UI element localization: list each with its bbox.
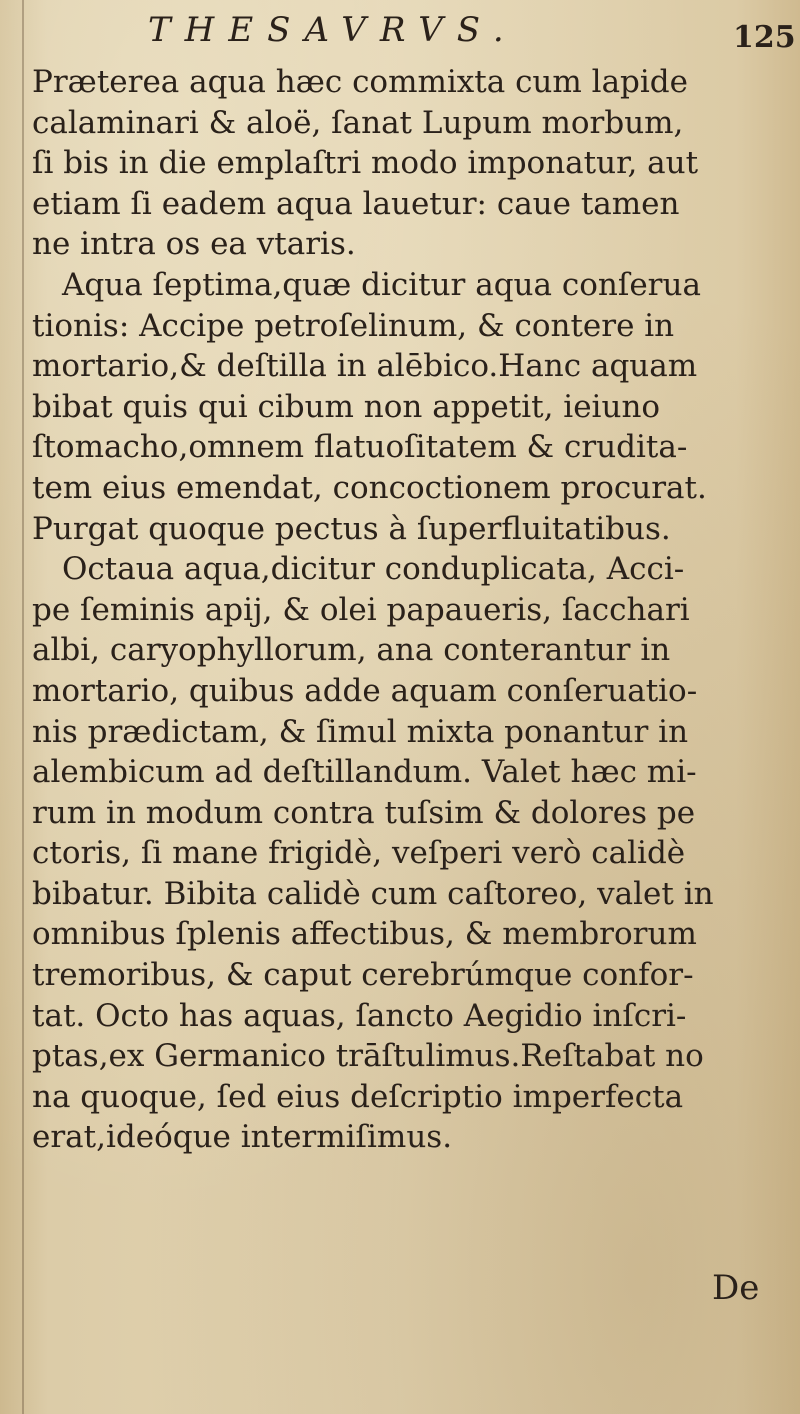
- text-line: rum in modum contra tuſsim & dolores pe: [32, 794, 696, 831]
- text-line: calaminari & aloë, ſanat Lupum morbum,: [32, 104, 684, 141]
- text-line: ptas,ex Germanico trāſtulimus.Reſtabat no: [32, 1038, 704, 1075]
- text-line: nis prædictam, & ſimul mixta ponantur in: [32, 713, 689, 750]
- paragraph-start-line: Aqua ſeptima,quæ dicitur aqua conſerua: [62, 266, 701, 303]
- text-line: ſtomacho,omnem flatuoſitatem & crudita-: [32, 429, 688, 466]
- text-line: mortario,& deſtilla in alēbico.Hanc aquam: [32, 348, 698, 385]
- text-line: erat,ideóque intermiſimus.: [32, 1119, 453, 1156]
- catchword: De: [712, 1268, 760, 1308]
- text-line: tremoribus, & caput cerebrúmque confor-: [32, 957, 694, 994]
- gutter-shadow: [22, 0, 24, 1414]
- body-text: [32, 62, 780, 1158]
- text-line: Purgat quoque pectus à ſuperfluitatibus.: [32, 510, 671, 547]
- running-head: THESAVRVS.: [148, 10, 518, 50]
- text-line: ne intra os ea vtaris.: [32, 226, 356, 263]
- text-line: ſi bis in die emplaſtri modo imponatur, aut: [32, 145, 699, 182]
- text-line: Præterea aqua hæc commixta cum lapide: [32, 64, 688, 100]
- text-line: albi, caryophyllorum, ana conterantur in: [32, 632, 671, 669]
- text-line: omnibus ſplenis affectibus, & membrorum: [32, 916, 697, 953]
- text-line: pe ſeminis apij, & olei papaueris, ſacchari: [32, 591, 690, 628]
- text-line: mortario, quibus adde aquam conſeruatio-: [32, 672, 698, 709]
- text-line: ctoris, ſi mane frigidè, veſperi verò calidè: [32, 835, 686, 872]
- text-line: etiam ſi eadem aqua lauetur: caue tamen: [32, 185, 680, 222]
- text-line: na quoque, ſed eius deſcriptio imperfecta: [32, 1078, 684, 1115]
- text-line: bibat quis qui cibum non appetit, ieiuno: [32, 388, 661, 425]
- text-line: bibatur. Bibita calidè cum caſtoreo, valet in: [32, 875, 714, 912]
- paragraph-start-line: Octaua aqua,dicitur conduplicata, Acci-: [62, 551, 685, 588]
- page-number: 125: [733, 20, 796, 55]
- text-line: alembicum ad deſtillandum. Valet hæc mi-: [32, 754, 697, 791]
- text-line: tat. Octo has aquas, ſancto Aegidio inſcri-: [32, 997, 687, 1034]
- text-line: tem eius emendat, concoctionem procurat.: [32, 469, 707, 506]
- text-line: tionis: Accipe petroſelinum, & contere in: [32, 307, 675, 344]
